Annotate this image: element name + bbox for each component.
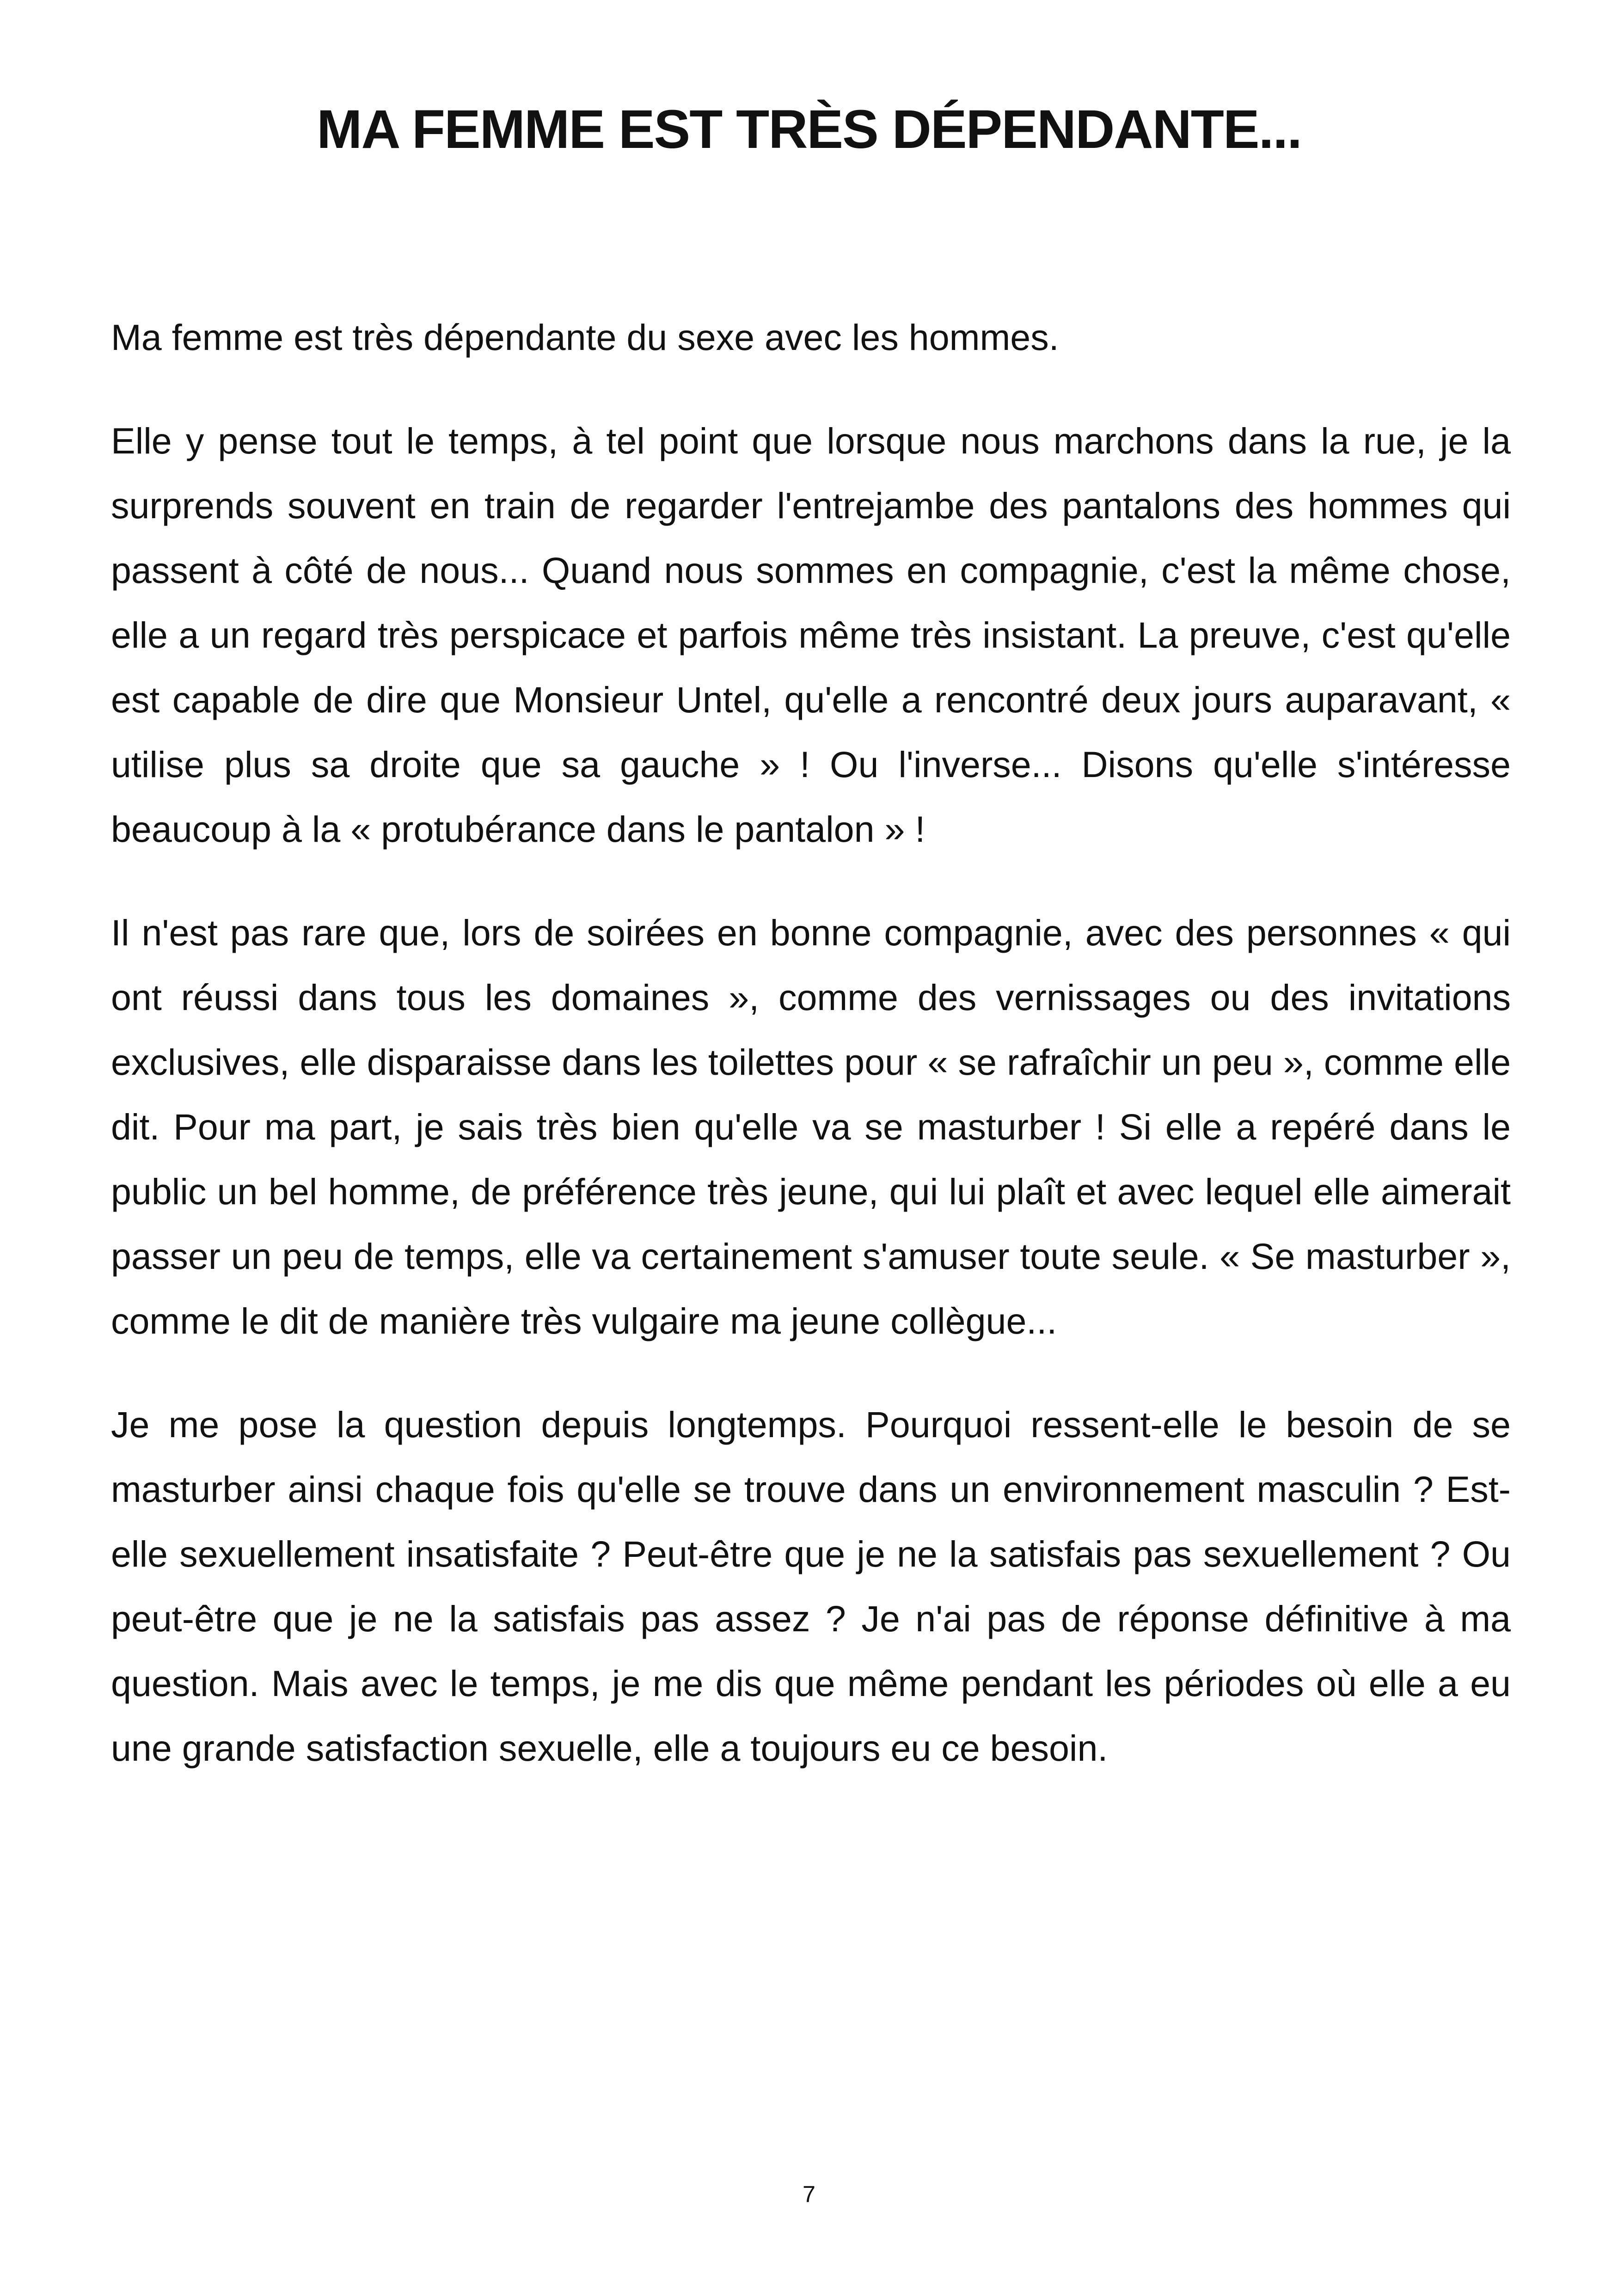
- paragraph-2: Elle y pense tout le temps, à tel point que lorsque nous marchons dans la rue, je la surprends souvent en train de regarder l'entrejambe des pantalons des hommes qui passent à côté de nous... Quand nous sommes en compagnie, c'est la même chose, elle a un regard très perspicace et parfois même très insistant. La preuve, c'est qu'elle est capable de dire que Monsieur Untel, qu'elle a rencontré deux jours auparavant, « utilise plus sa droite que sa gauche » ! Ou l'inverse... Disons qu'elle s'intéresse beaucoup à la « protubérance dans le pantalon » !: [111, 420, 1511, 850]
- paragraph-4: Je me pose la question depuis longtemps. Pourquoi ressent-elle le besoin de se masturber ainsi chaque fois qu'elle se trouve dans un environnement masculin ? Est-elle sexuellement insatisfaite ? Peut-être que je ne la satisfais pas sexuellement ? Ou peut-être que je ne la satisfais pas assez ? Je n'ai pas de réponse définitive à ma question. Mais avec le temps, je me dis que même pendant les périodes où elle a eu une grande satisfaction sexuelle, elle a toujours eu ce besoin.: [111, 1404, 1511, 1769]
- page-title: MA FEMME EST TRÈS DÉPENDANTE...: [317, 99, 1301, 160]
- body-text: [111, 305, 1511, 1819]
- page-number: 7: [803, 2181, 815, 2207]
- paragraph-3: Il n'est pas rare que, lors de soirées en bonne compagnie, avec des personnes « qui ont réussi dans tous les domaines », comme des vernissages ou des invitations exclusives, elle disparaisse dans les toilettes pour « se rafraîchir un peu », comme elle dit. Pour ma part, je sais très bien qu'elle va se masturber ! Si elle a repéré dans le public un bel homme, de préférence très jeune, qui lui plaît et avec lequel elle aimerait passer un peu de temps, elle va certainement s'amuser toute seule. « Se masturber », comme le dit de manière très vulgaire ma jeune collègue...: [111, 912, 1511, 1341]
- paragraph-1: Ma femme est très dépendante du sexe avec les hommes.: [111, 317, 1059, 358]
